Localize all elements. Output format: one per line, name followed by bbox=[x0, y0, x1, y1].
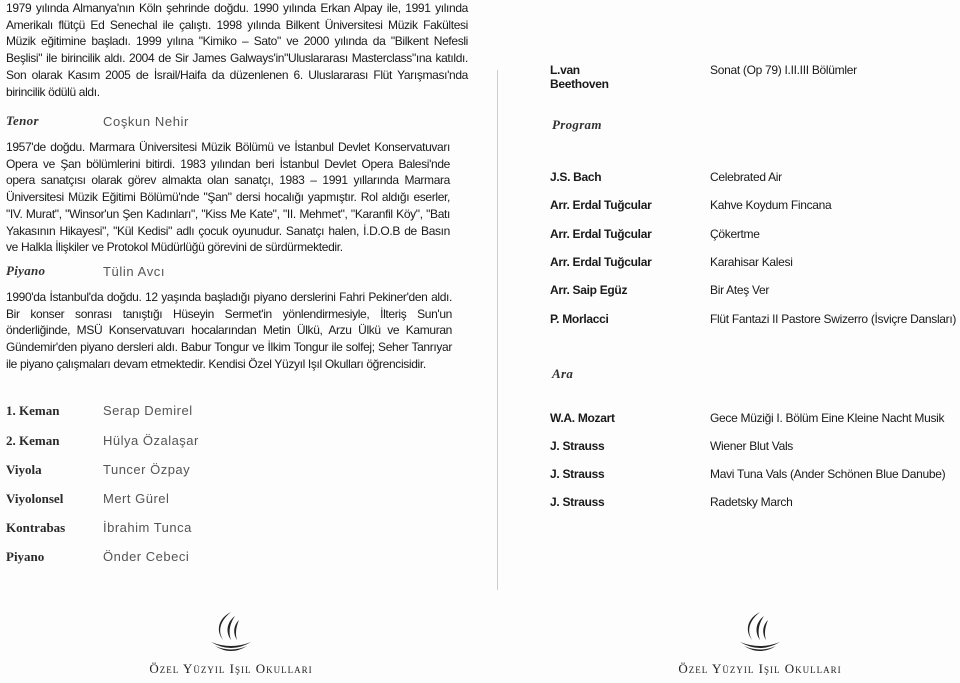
work-title: Bir Ateş Ver bbox=[710, 283, 770, 297]
piyano-name: Tülin Avcı bbox=[103, 264, 166, 279]
composer: Arr. Erdal Tuğcular bbox=[550, 227, 652, 241]
work-title: Radetsky March bbox=[710, 495, 793, 509]
ensemble-role: 2. Keman bbox=[6, 433, 60, 448]
composer: L.van Beethoven bbox=[550, 63, 609, 91]
program-heading: Program bbox=[552, 117, 602, 132]
school-logo-left bbox=[141, 608, 321, 677]
school-name-right: Özel Yüzyıl Işıl Okulları bbox=[678, 661, 842, 676]
ensemble-role: Viyolonsel bbox=[6, 491, 64, 506]
ensemble-member: Tuncer Özpay bbox=[103, 462, 191, 477]
work-title: Mavi Tuna Vals (Ander Schönen Blue Danube) bbox=[710, 467, 946, 481]
tenor-bio-paragraph: 1957'de doğdu. Marmara Üniversitesi Müzik Bölümü ve İstanbul Devlet Konservatuvarı Opera ve Şan bölümlerini bitirdi. 1983 yılından beri İstanbul Devlet Opera Balesi'nde opera sanatçısı olarak görev almakta olan sanatçı, 1983 – 1991 yıllarında Marmara Üniversitesi Müzik Eğitimi Bölümü'nde "Şan" dersi hocalığı yapmıştır. Rol aldığı eserler, "IV. Murat", "Winsor'un Şen Kadınları", "Kiss Me Kate", "II. Mehmet", "Karanfil Köy", "Batı Yakasının Hikayesi", "Kül Kedisi" adlı çocuk oyunudur. Sanatçı halen, İ.D.O.B de Basın ve Halkla İlişkiler ve Protokol Müdürlüğü görevini de sürdürmektedir. bbox=[6, 140, 450, 255]
composer: Arr. Saip Egüz bbox=[550, 283, 628, 297]
school-name-left: Özel Yüzyıl Işıl Okulları bbox=[149, 661, 313, 676]
school-logo-right bbox=[670, 608, 850, 677]
tenor-name: Coşkun Nehir bbox=[103, 114, 189, 129]
ensemble-role: 1. Keman bbox=[6, 403, 60, 418]
composer: W.A. Mozart bbox=[550, 411, 615, 425]
composer: Arr. Erdal Tuğcular bbox=[550, 198, 652, 212]
page-divider bbox=[497, 70, 498, 590]
piyano-heading: Piyano bbox=[6, 263, 46, 278]
composer: J.S. Bach bbox=[550, 170, 602, 184]
ensemble-member: Mert Gürel bbox=[103, 491, 170, 506]
intermission-heading: Ara bbox=[552, 366, 574, 381]
work-title: Kahve Koydum Fincana bbox=[710, 198, 832, 212]
ensemble-member: İbrahim Tunca bbox=[103, 520, 192, 535]
school-emblem-icon bbox=[201, 608, 261, 656]
ensemble-member: Önder Cebeci bbox=[103, 549, 190, 564]
work-title: Çökertme bbox=[710, 227, 760, 241]
composer: J. Strauss bbox=[550, 467, 605, 481]
work-title: Gece Müziği I. Bölüm Eine Kleine Nacht Musik bbox=[710, 411, 945, 425]
ensemble-member: Hülya Özalaşar bbox=[103, 433, 199, 448]
ensemble-role: Viyola bbox=[6, 462, 42, 477]
ensemble-role: Piyano bbox=[6, 549, 45, 564]
piyano-bio-paragraph: 1990'da İstanbul'da doğdu. 12 yaşında başladığı piyano derslerini Fahri Pekiner'den aldı. Bir konser sonrası tanıştığı Hüseyin Sermet'in yönlendirmesiyle, İlteriş Sun'un önderliğinde, MSÜ Konservatuvarı hocalarından Metin Ülkü, Arzu Ülkü ve Kamuran Gündemir'den piyano dersleri aldı. Babur Tongur ve İlkim Tongur ile solfej; Seher Tanrıyar ile piyano çalışmaları devam etmektedir. Kendisi Özel Yüzyıl Işıl Okulları öğrencisidir. bbox=[6, 290, 452, 371]
composer: J. Strauss bbox=[550, 495, 605, 509]
tenor-heading: Tenor bbox=[6, 113, 39, 128]
work-title: Flüt Fantazi II Pastore Swizerro (İsviçre Dansları) bbox=[710, 312, 957, 326]
ensemble-member: Serap Demirel bbox=[103, 403, 193, 418]
composer: P. Morlacci bbox=[550, 312, 609, 326]
work-title: Sonat (Op 79) I.II.III Bölümler bbox=[710, 63, 857, 77]
composer: J. Strauss bbox=[550, 439, 605, 453]
composer: Arr. Erdal Tuğcular bbox=[550, 255, 652, 269]
school-emblem-icon bbox=[730, 608, 790, 656]
work-title: Karahisar Kalesi bbox=[710, 255, 793, 269]
ensemble-role: Kontrabas bbox=[6, 520, 66, 535]
work-title: Celebrated Air bbox=[710, 170, 782, 184]
flute-bio-paragraph: 1979 yılında Almanya'nın Köln şehrinde doğdu. 1990 yılında Erkan Alpay ile, 1991 yılında Amerikalı flütçü Ed Senechal ile çalıştı. 1998 yılında Bilkent Üniversitesi Müzik Fakültesi Müzik eğitimine başladı. 1999 yılına "Kimiko – Sato" ve 2000 yılında da "Bilkent Nefesli Beşlisi" ile birincilik aldı. 2004 de Sir James Galways'in"Uluslararası Masterclass"ına katıldı. Son olarak Kasım 2005 de İsrail/Haifa da düzenlenen 6. Uluslararası Flüt Yarışması'nda birincilik ödülü aldı. bbox=[6, 1, 468, 99]
work-title: Wiener Blut Vals bbox=[710, 439, 794, 453]
